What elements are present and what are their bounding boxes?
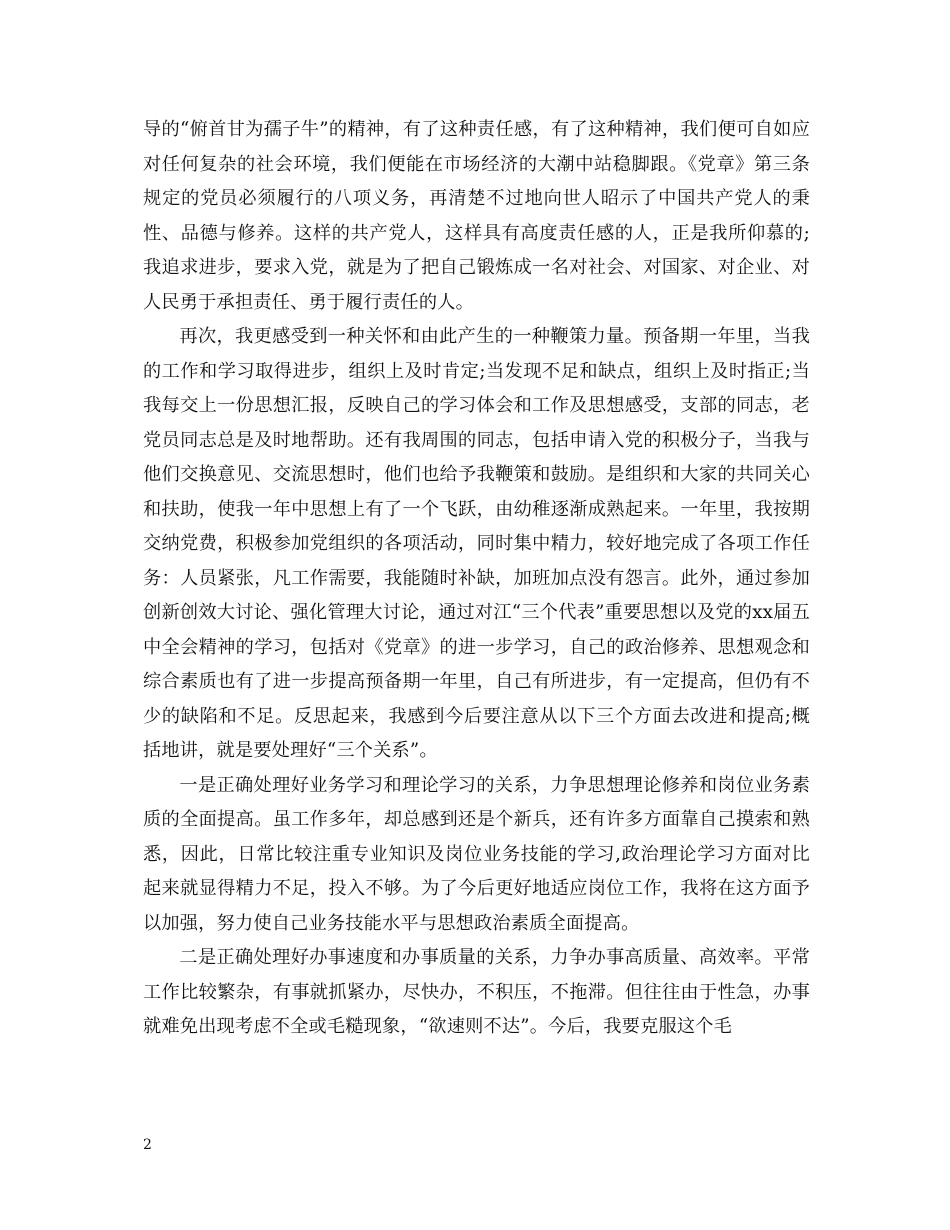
paragraph-care-and-encouragement: 再次，我更感受到一种关怀和由此产生的一种鞭策力量。预备期一年里，当我的工作和学习取得进步，组织上及时肯定;当发现不足和缺点，组织上及时指正;当我每交上一份思想汇报，反映自己的学习体会和工作及思想感受，支部的同志，老党员同志总是及时地帮助。还有我周围的同志，包括申请入党的积极分子，当我与他们交换意见、交流思想时，他们也给予我鞭策和鼓励。是组织和大家的共同关心和扶助，使我一年中思想上有了一个飞跃，由幼稚逐渐成熟起来。一年里，我按期交纳党费，积极参加党组织的各项活动，同时集中精力，较好地完成了各项工作任务：人员紧张，凡工作需要，我能随时补缺，加班加点没有怨言。此外，通过参加创新创效大讨论、强化管理大讨论，通过对江“三个代表”重要思想以及党的xx届五中全会精神的学习，包括对《党章》的进一步学习，自己的政治修养、思想观念和综合素质也有了进一步提高预备期一年里，自己有所进步，有一定提高，但仍有不少的缺陷和不足。反思起来，我感到今后要注意从以下三个方面去改进和提高;概括地讲，就是要处理好“三个关系”。 <box>143 326 810 761</box>
page-number: 2 <box>143 1137 152 1153</box>
paragraph-first-relationship: 一是正确处理好业务学习和理论学习的关系，力争思想理论修养和岗位业务素质的全面提高。虽工作多年，却总感到还是个新兵，还有许多方面靠自己摸索和熟悉，因此，日常比较注重专业知识及岗位业务技能的学习,政治理论学习方面对比起来就显得精力不足，投入不够。为了今后更好地适应岗位工作，我将在这方面予以加强，努力使自己业务技能水平与思想政治素质全面提高。 <box>143 774 810 934</box>
document-body <box>143 113 810 1045</box>
paragraph-continuation: 导的“俯首甘为孺子牛”的精神，有了这种责任感，有了这种精神，我们便可自如应对任何复杂的社会环境，我们便能在市场经济的大潮中站稳脚跟。《党章》第三条规定的党员必须履行的八项义务，再清楚不过地向世人昭示了中国共产党人的秉性、品德与修养。这样的共产党人，这样具有高度责任感的人，正是我所仰慕的;我追求进步，要求入党，就是为了把自己锻炼成一名对社会、对国家、对企业、对人民勇于承担责任、勇于履行责任的人。 <box>143 119 810 313</box>
paragraph-second-relationship: 二是正确处理好办事速度和办事质量的关系，力争办事高质量、高效率。平常工作比较繁杂，有事就抓紧办，尽快办，不积压，不拖滞。但往往由于性急，办事就难免出现考虑不全或毛糙现象，“欲速则不达”。今后，我要克服这个毛 <box>143 947 810 1037</box>
